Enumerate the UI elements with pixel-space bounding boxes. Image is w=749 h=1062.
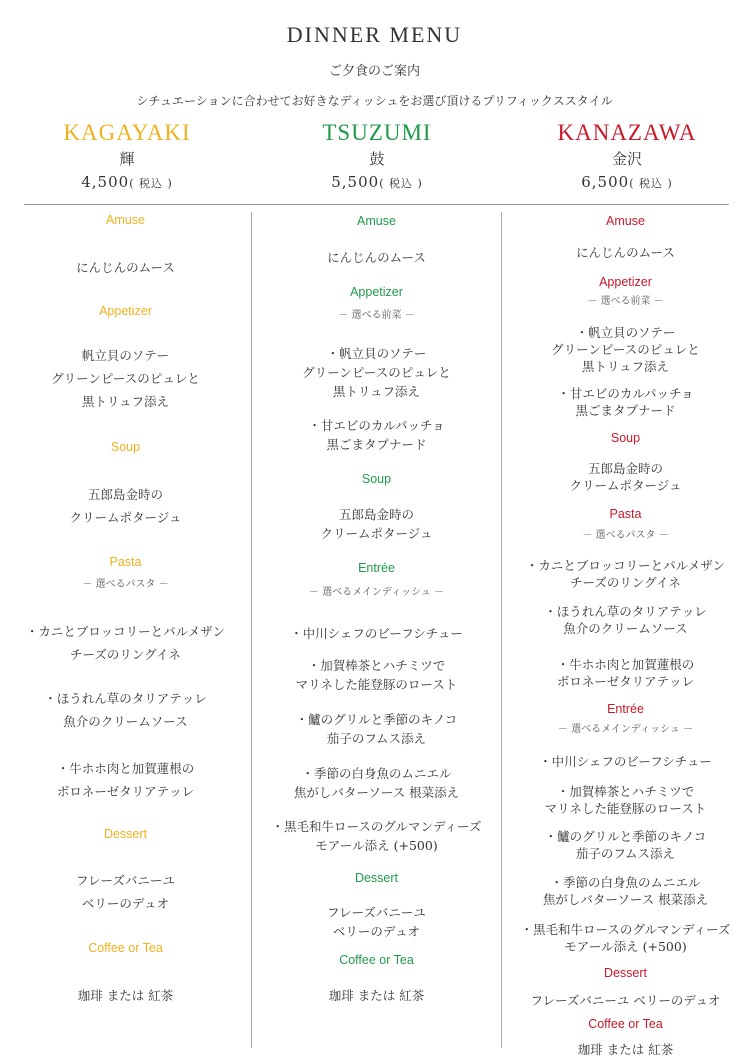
course-soup: Soup [110, 440, 141, 454]
menu-item [502, 603, 749, 637]
menu-item: 珈琲 または 紅茶 [328, 988, 425, 1003]
item-line: 魚介のクリームソース [563, 621, 688, 636]
item-line: 魚介のクリームソース [63, 714, 188, 729]
plan-kanji: 鼓 [369, 150, 385, 168]
menu-item [502, 874, 749, 908]
course-dessert: Dessert [354, 871, 399, 885]
tax-label: ( 税込 ) [379, 177, 423, 190]
menu-item [0, 687, 251, 733]
course-note: － 選べるパスタ － [582, 530, 669, 541]
menu-item [0, 344, 251, 413]
course-amuse: Amuse [106, 213, 145, 227]
plan-kagayaki [2, 120, 252, 191]
item-line: ・甘エビのカルパッチョ [308, 418, 445, 433]
item-line: 黒トリュフ添え [332, 384, 421, 399]
menu-item [0, 869, 251, 915]
menu-item [252, 344, 501, 401]
item-line: 焦がしバターソース 根菜添え [293, 785, 460, 800]
menu-item [252, 764, 501, 802]
course-soup: Soup [610, 431, 641, 445]
course-coffee: Coffee or Tea [339, 953, 414, 967]
item-line: フレーズバニーユ [76, 873, 175, 888]
item-line: ・帆立貝のソテー [575, 325, 676, 340]
item-line: 黒トリュフ添え [581, 359, 670, 374]
menu-item [502, 324, 749, 375]
item-line: ・黒毛和牛ロースのグルマンディーズ [520, 922, 731, 937]
item-line: ・黒毛和牛ロースのグルマンディーズ [271, 819, 482, 834]
menu-item: 珈琲 または 紅茶 [577, 1042, 674, 1057]
tax-label: ( 税込 ) [129, 177, 173, 190]
item-line: ボロネーゼタリアテッレ [56, 784, 195, 799]
menu-item [252, 656, 501, 694]
course-coffee: Coffee or Tea [588, 1017, 663, 1031]
menu-item: ・中川シェフのビーフシチュー [539, 754, 712, 769]
item-line: フレーズバニーユ [327, 905, 426, 920]
course-entree: Entrée [358, 561, 395, 575]
course-note: － 選べる前菜 － [338, 310, 415, 321]
item-line: 茄子のフムス添え [575, 846, 676, 861]
menu-item [0, 620, 251, 666]
menu-item: 珈琲 または 紅茶 [77, 988, 174, 1003]
menu-item [502, 460, 749, 494]
item-line: モアール添え (+500) [315, 838, 438, 853]
item-line: ・季節の白身魚のムニエル [301, 766, 452, 781]
price-value: 4,500 [81, 173, 130, 191]
course-amuse: Amuse [357, 214, 396, 228]
item-line: チーズのリングイネ [70, 647, 181, 662]
plan-kanji: 輝 [119, 150, 135, 168]
item-line: マリネした能登豚のロースト [544, 801, 707, 816]
course-appetizer: Appetizer [99, 304, 152, 318]
item-line: ・甘エビのカルパッチョ [557, 386, 694, 401]
course-coffee: Coffee or Tea [88, 941, 163, 955]
menu-item [502, 656, 749, 690]
item-line: 帆立貝のソテー [81, 348, 170, 363]
menu-item [0, 757, 251, 803]
course-note: － 選べるパスタ － [82, 579, 169, 590]
item-line: マリネした能登豚のロースト [295, 677, 458, 692]
item-line: ・ほうれん草のタリアテッレ [44, 691, 207, 706]
item-line: クリームポタージュ [69, 510, 182, 525]
course-note: － 選べるメインディッシュ － [557, 724, 694, 735]
item-line: ・帆立貝のソテー [326, 346, 427, 361]
item-line: 焦がしバターソース 根菜添え [542, 892, 709, 907]
item-line: グリーンピースのピュレと [51, 371, 200, 386]
menu-item [502, 385, 749, 419]
item-line: モアール添え (+500) [564, 939, 687, 954]
course-entree: Entrée [607, 702, 644, 716]
item-line: ・牛ホホ肉と加賀蓮根の [556, 657, 695, 672]
course-dessert: Dessert [603, 966, 648, 980]
menu-item [252, 416, 501, 454]
course-appetizer: Appetizer [350, 285, 403, 299]
page-subtitle: ご夕食のご案内 [328, 64, 420, 79]
price-value: 6,500 [581, 173, 630, 191]
menu-item [252, 505, 501, 543]
item-line: ・カニとブロッコリーとパルメザン [525, 558, 726, 573]
plan-name: TSUZUMI [322, 120, 432, 145]
item-line: ・カニとブロッコリーとパルメザン [25, 624, 226, 639]
item-line: ・鱸のグリルと季節のキノコ [295, 712, 458, 727]
item-line: ・牛ホホ肉と加賀蓮根の [56, 761, 195, 776]
price-value: 5,500 [331, 173, 380, 191]
item-line: 五郎島金時の [338, 507, 414, 522]
menu-item [502, 921, 749, 955]
menu-item: フレーズバニーユ ベリーのデュオ [530, 993, 721, 1008]
plan-name: KAGAYAKI [63, 120, 191, 145]
menu-item: ・中川シェフのビーフシチュー [290, 626, 463, 641]
item-line: グリーンピースのピュレと [302, 365, 451, 380]
item-line: ・加賀棒茶とハチミツで [556, 784, 695, 799]
item-line: クリームポタージュ [569, 478, 682, 493]
menu-item [502, 828, 749, 862]
item-line: 五郎島金時の [587, 461, 663, 476]
menu-item [252, 903, 501, 941]
item-line: ベリーのデュオ [81, 896, 170, 911]
menu-item: にんじんのムース [576, 245, 675, 260]
page-title: DINNER MENU [286, 22, 463, 47]
item-line: ・季節の白身魚のムニエル [550, 875, 701, 890]
menu-item [502, 557, 749, 591]
item-line: 五郎島金時の [87, 487, 163, 502]
menu-item: にんじんのムース [76, 260, 175, 275]
course-appetizer: Appetizer [599, 275, 652, 289]
intro-text: シチュエーションに合わせてお好きなディッシュをお選び頂けるプリフィックススタイル [136, 94, 613, 108]
item-line: ・加賀棒茶とハチミツで [307, 658, 446, 673]
tax-label: ( 税込 ) [629, 177, 673, 190]
item-line: 茄子のフムス添え [326, 731, 427, 746]
plan-price [252, 173, 502, 191]
item-line: 黒ごまタプナード [326, 437, 427, 452]
course-pasta: Pasta [109, 555, 142, 569]
menu-item [502, 783, 749, 817]
item-line: グリーンピースのピュレと [551, 342, 700, 357]
item-line: チーズのリングイネ [570, 575, 681, 590]
menu-item: にんじんのムース [327, 250, 426, 265]
course-dessert: Dessert [103, 827, 148, 841]
course-note: － 選べる前菜 － [587, 296, 664, 307]
plan-price [2, 173, 252, 191]
header-divider [24, 204, 729, 205]
plan-kanazawa [502, 120, 749, 191]
plan-price [502, 173, 749, 191]
item-line: クリームポタージュ [320, 526, 433, 541]
menu-item [252, 710, 501, 748]
item-line: ・ほうれん草のタリアテッレ [544, 604, 707, 619]
menu-item [0, 483, 251, 529]
course-amuse: Amuse [606, 214, 645, 228]
course-soup: Soup [361, 472, 392, 486]
item-line: 黒ごまタプナード [575, 403, 676, 418]
course-pasta: Pasta [609, 507, 642, 521]
item-line: ・鱸のグリルと季節のキノコ [544, 829, 707, 844]
menu-item [252, 817, 501, 855]
item-line: ボロネーゼタリアテッレ [556, 674, 695, 689]
item-line: ベリーのデュオ [332, 924, 421, 939]
plan-kanji: 金沢 [611, 150, 642, 168]
plan-tsuzumi [252, 120, 502, 191]
course-note: － 選べるメインディッシュ － [308, 587, 445, 598]
item-line: 黒トリュフ添え [81, 394, 170, 409]
plan-name: KANAZAWA [557, 120, 697, 145]
